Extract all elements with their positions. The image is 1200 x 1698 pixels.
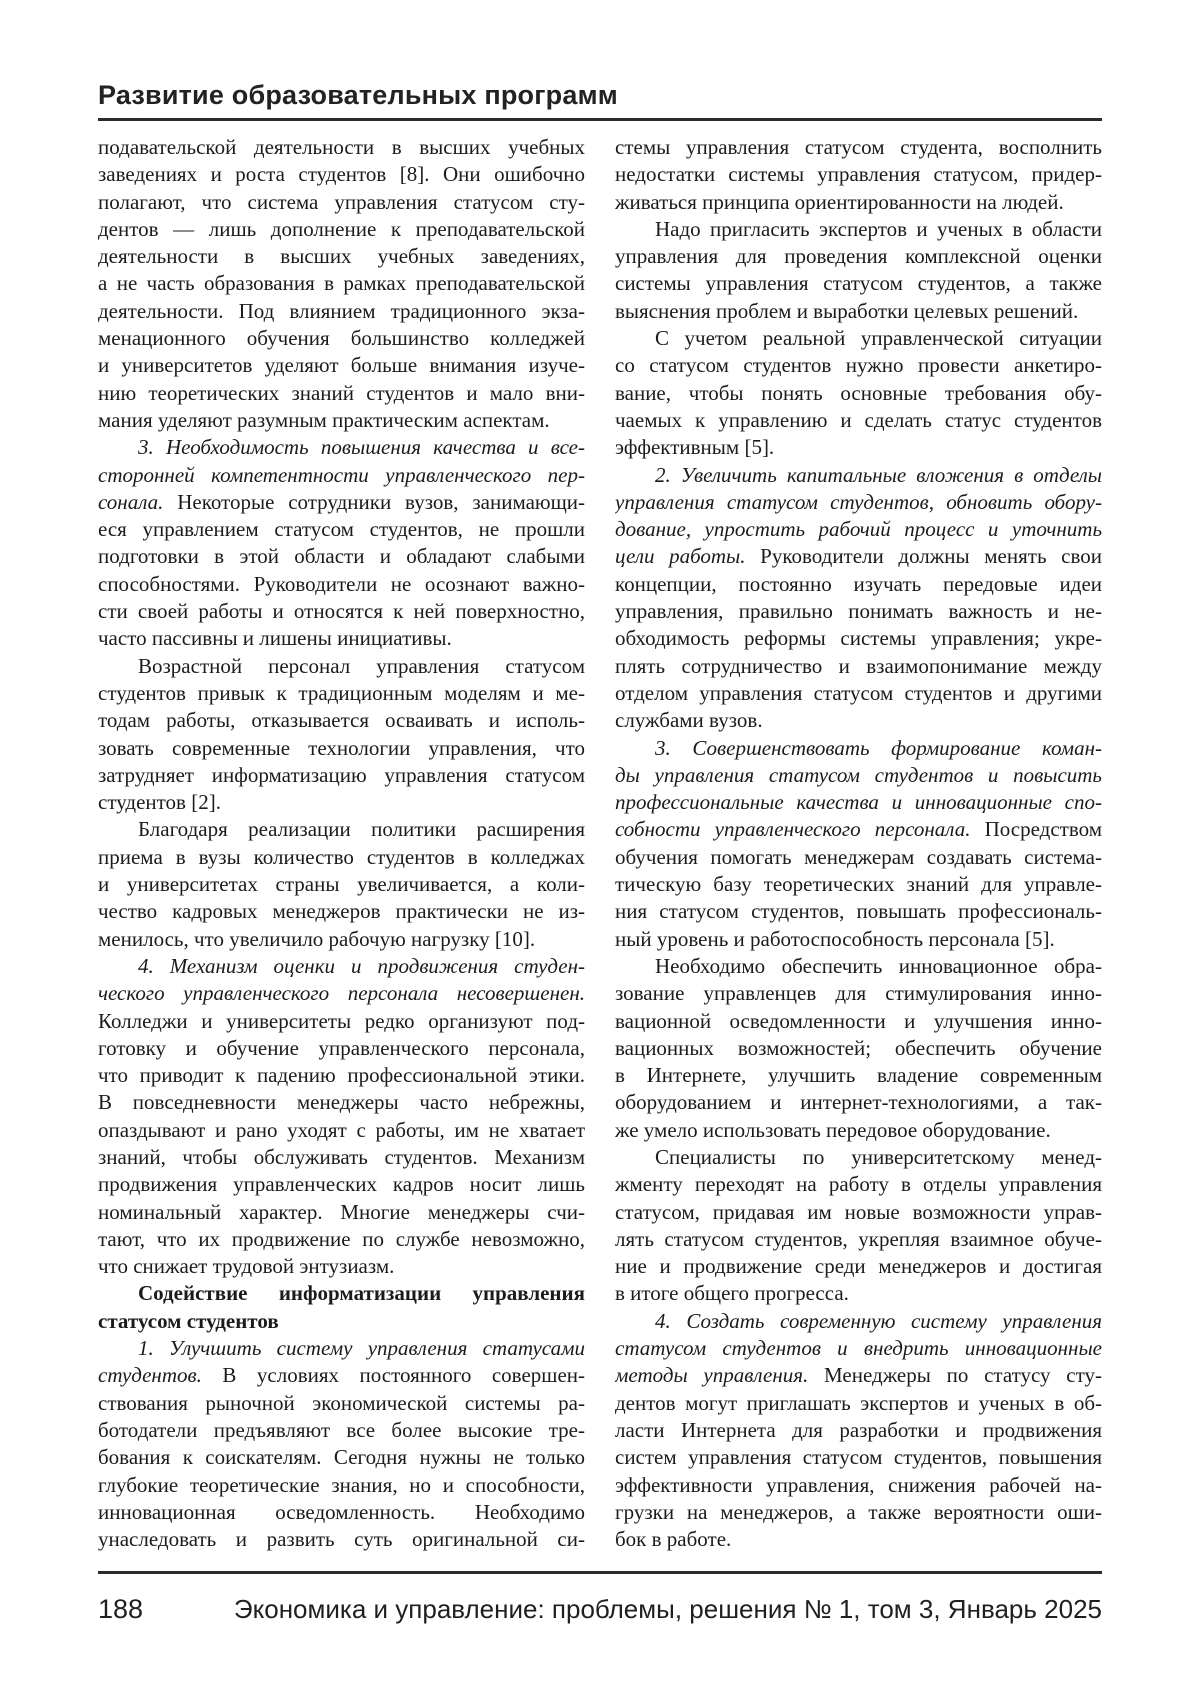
- text-line: [98, 270, 585, 297]
- text-line: [98, 735, 585, 762]
- text-line: [98, 1089, 585, 1116]
- text-run: С учетом реальной управленческой ситуации: [655, 326, 1102, 351]
- text-line: [98, 953, 585, 980]
- text-run: стемы управления статусом студента, восполнить: [615, 135, 1102, 159]
- text-line: [98, 789, 585, 816]
- footer: [98, 1594, 1102, 1625]
- text-line: [615, 1417, 1102, 1444]
- text-line: [615, 407, 1102, 434]
- text-line: [98, 1144, 585, 1171]
- text-run: ный уровень и работоспособность персонала [5].: [615, 926, 1055, 951]
- text-line: [615, 1253, 1102, 1280]
- text-line: [98, 1199, 585, 1226]
- text-line: [615, 1280, 1102, 1307]
- text-line: [98, 1253, 585, 1280]
- text-line: [615, 434, 1102, 461]
- text-run: цели работы.: [615, 544, 746, 569]
- text-run: менилось, что увеличило рабочую нагрузку [10].: [98, 926, 536, 951]
- text-run: инновационная осведомленность. Необходимо: [98, 1499, 585, 1524]
- text-line: [98, 1390, 585, 1417]
- text-run: со статусом студентов нужно провести анкетиро-: [615, 353, 1102, 378]
- header-divider: [98, 118, 1102, 121]
- text-line: [98, 1117, 585, 1144]
- text-run: Необходимо обеспечить инновационное обра-: [655, 953, 1102, 978]
- text-run: тодам работы, отказывается осваивать и исполь-: [98, 708, 585, 733]
- text-line: [98, 325, 585, 352]
- text-line: [615, 1390, 1102, 1417]
- text-run: отделом управления статусом студентов и другими: [615, 680, 1102, 705]
- text-line: [615, 1335, 1102, 1362]
- text-line: [98, 1499, 585, 1526]
- text-line: [98, 707, 585, 734]
- text-line: [98, 1280, 585, 1307]
- text-run: Благодаря реализации политики расширения: [138, 817, 585, 842]
- text-run: статусом студентов: [98, 1308, 279, 1333]
- text-line: [615, 1499, 1102, 1526]
- text-run: эффективности управления, снижения рабочей на-: [615, 1472, 1102, 1497]
- text-run: управления для проведения комплексной оценки: [615, 244, 1102, 269]
- text-run: подготовки в этой области и обладают слабыми: [98, 544, 585, 569]
- text-line: [98, 1035, 585, 1062]
- text-line: [98, 1226, 585, 1253]
- text-line: [98, 653, 585, 680]
- page-title: Развитие образовательных программ: [98, 80, 618, 110]
- text-run: статусом, придавая им новые возможности управ-: [615, 1199, 1102, 1224]
- text-run: тическую базу теоретических знаний для управле-: [615, 872, 1102, 897]
- text-line: [615, 898, 1102, 925]
- text-run: грузки на менеджеров, а также вероятности оши-: [615, 1499, 1102, 1524]
- text-run: часто пассивны и лишены инициативы.: [98, 626, 452, 651]
- text-run: Специалисты по университетскому менед-: [655, 1144, 1102, 1169]
- text-run: ласти Интернета для разработки и продвижения: [615, 1417, 1102, 1442]
- text-run: студентов.: [98, 1363, 202, 1388]
- text-run: мания уделяют разумным практическим аспектам.: [98, 407, 550, 432]
- text-line: [615, 844, 1102, 871]
- text-line: [615, 1444, 1102, 1471]
- text-run: сти своей работы и относятся к ней поверхностно,: [98, 599, 585, 624]
- text-line: [98, 380, 585, 407]
- text-line: [98, 1062, 585, 1089]
- text-line: [98, 762, 585, 789]
- text-line: [98, 844, 585, 871]
- text-line: [615, 762, 1102, 789]
- text-line: [615, 352, 1102, 379]
- text-line: [615, 1008, 1102, 1035]
- text-line: [98, 161, 585, 188]
- text-run: 4. Механизм оценки и продвижения студен-: [138, 953, 585, 978]
- text-run: управления, правильно понимать важность и не-: [615, 599, 1102, 624]
- text-run: что снижает трудовой энтузиазм.: [98, 1254, 395, 1279]
- text-run: нию теоретических знаний студентов и мало вни-: [98, 380, 585, 405]
- text-line: [615, 1089, 1102, 1116]
- journal-title: Экономика и управление: проблемы, решения № 1, том 3, Январь 2025: [233, 1594, 1102, 1624]
- text-run: зовать современные технологии управления, что: [98, 735, 585, 760]
- right-column: [615, 134, 1102, 1553]
- text-line: [615, 1526, 1102, 1553]
- text-run: деятельности в высших учебных заведениях,: [98, 244, 585, 269]
- text-run: чество кадровых менеджеров практически не из-: [98, 899, 585, 924]
- text-line: [615, 1144, 1102, 1171]
- text-run: выяснения проблем и выработки целевых решений.: [615, 298, 1079, 323]
- text-run: подавательской деятельности в высших учебных: [98, 135, 585, 159]
- text-line: [615, 325, 1102, 352]
- text-run: обучения помогать менеджерам создавать система-: [615, 844, 1102, 869]
- text-line: [98, 434, 585, 461]
- text-run: В условиях постоянного совершен-: [201, 1363, 585, 1388]
- text-line: [615, 1117, 1102, 1144]
- text-line: [98, 489, 585, 516]
- text-run: методы управления.: [615, 1363, 809, 1388]
- text-run: а не часть образования в рамках преподавательской: [98, 271, 585, 296]
- text-run: вание, чтобы понять основные требования обу-: [615, 380, 1102, 405]
- text-line: [615, 953, 1102, 980]
- text-run: в итоге общего прогресса.: [615, 1281, 849, 1306]
- text-run: что приводит к падению профессиональной этики.: [98, 1063, 585, 1088]
- text-run: системы управления статусом студентов, а также: [615, 271, 1102, 296]
- text-line: [98, 680, 585, 707]
- text-run: 3. Необходимость повышения качества и все-: [138, 435, 585, 460]
- text-line: [98, 407, 585, 434]
- text-run: унаследовать и развить суть оригинальной си-: [98, 1527, 585, 1552]
- text-run: вационных возможностей; обеспечить обучение: [615, 1035, 1102, 1060]
- text-run: лять статусом студентов, укрепляя взаимное обуче-: [615, 1226, 1102, 1251]
- text-line: [615, 1472, 1102, 1499]
- text-run: в Интернете, улучшить владение современным: [615, 1063, 1102, 1088]
- text-run: Колледжи и университеты редко организуют под-: [98, 1008, 585, 1033]
- text-line: [615, 134, 1102, 161]
- text-run: и университетов уделяют больше внимания изуче-: [98, 353, 585, 378]
- text-line: [615, 516, 1102, 543]
- text-run: жменту переходят на работу в отделы управления: [615, 1172, 1102, 1197]
- text-run: Посредством: [970, 817, 1102, 842]
- text-line: [98, 543, 585, 570]
- text-line: [615, 816, 1102, 843]
- text-run: менационного обучения большинство колледжей: [98, 326, 585, 351]
- text-line: [98, 926, 585, 953]
- text-line: [615, 653, 1102, 680]
- text-line: [98, 625, 585, 652]
- text-run: В повседневности менеджеры часто небрежны,: [98, 1090, 585, 1115]
- text-line: [98, 189, 585, 216]
- text-line: [615, 625, 1102, 652]
- text-line: [615, 1308, 1102, 1335]
- text-run: Менеджеры по статусу сту-: [808, 1363, 1102, 1388]
- text-line: [615, 1171, 1102, 1198]
- text-line: [615, 707, 1102, 734]
- text-line: [615, 735, 1102, 762]
- text-run: еся управлением статусом студентов, не прошли: [98, 517, 585, 542]
- text-line: [98, 1526, 585, 1553]
- text-line: [98, 1008, 585, 1035]
- text-run: способностями. Руководители не осознают важно-: [98, 571, 585, 596]
- text-run: недостатки системы управления статусом, придер-: [615, 162, 1102, 187]
- text-line: [615, 462, 1102, 489]
- text-line: [615, 980, 1102, 1007]
- text-line: [98, 298, 585, 325]
- text-line: [98, 1444, 585, 1471]
- text-run: дентов — лишь дополнение к преподавательской: [98, 216, 585, 241]
- text-line: [98, 516, 585, 543]
- text-line: [615, 243, 1102, 270]
- text-run: сонала.: [98, 489, 164, 514]
- text-run: студентов [2].: [98, 790, 221, 815]
- text-line: [98, 1362, 585, 1389]
- text-line: [615, 216, 1102, 243]
- text-line: [98, 816, 585, 843]
- text-run: 4. Создать современную систему управления: [655, 1308, 1102, 1333]
- text-run: 1. Улучшить систему управления статусами: [138, 1336, 585, 1361]
- text-run: и университетах страны увеличивается, а коли-: [98, 872, 585, 897]
- text-line: [615, 1362, 1102, 1389]
- text-line: [615, 1035, 1102, 1062]
- text-run: номинальный характер. Многие менеджеры счи-: [98, 1199, 585, 1224]
- text-line: [98, 980, 585, 1007]
- text-run: сторонней компетентности управленческого пер-: [98, 462, 585, 487]
- text-line: [98, 571, 585, 598]
- text-run: Возрастной персонал управления статусом: [138, 653, 585, 678]
- text-run: статусом студентов и внедрить инновационные: [615, 1336, 1102, 1361]
- text-line: [615, 298, 1102, 325]
- text-line: [615, 189, 1102, 216]
- text-run: заведениях и роста студентов [8]. Они ошибочно: [98, 162, 585, 187]
- text-run: ние и продвижение среди менеджеров и достигая: [615, 1254, 1102, 1279]
- text-line: [615, 161, 1102, 188]
- text-run: эффективным [5].: [615, 435, 775, 460]
- text-run: ческого управленческого персонала несовершенен.: [98, 981, 585, 1006]
- text-run: службами вузов.: [615, 708, 763, 733]
- text-line: [98, 898, 585, 925]
- text-run: собности управленческого персонала.: [615, 817, 971, 842]
- text-line: [615, 489, 1102, 516]
- text-line: [615, 926, 1102, 953]
- text-run: концепции, постоянно изучать передовые идеи: [615, 571, 1102, 596]
- text-line: [98, 134, 585, 161]
- text-run: ствования рыночной экономической системы ра-: [98, 1390, 585, 1415]
- text-line: [98, 1417, 585, 1444]
- text-line: [98, 1472, 585, 1499]
- text-line: [615, 1226, 1102, 1253]
- text-line: [98, 462, 585, 489]
- text-run: ботодатели предъявляют все более высокие тре-: [98, 1417, 585, 1442]
- text-line: [615, 598, 1102, 625]
- text-run: профессиональные качества и инновационные спо-: [615, 790, 1102, 815]
- text-run: Надо пригласить экспертов и ученых в области: [655, 216, 1102, 241]
- text-run: опаздывают и рано уходят с работы, им не хватает: [98, 1117, 585, 1142]
- text-run: деятельности. Под влиянием традиционного экза-: [98, 298, 585, 323]
- page-number: 188: [98, 1594, 144, 1624]
- text-run: оборудованием и интернет-технологиями, а так-: [615, 1090, 1102, 1115]
- text-run: полагают, что система управления статусом сту-: [98, 189, 585, 214]
- text-run: плять сотрудничество и взаимопонимание между: [615, 653, 1102, 678]
- text-run: бования к соискателям. Сегодня нужны не только: [98, 1445, 585, 1470]
- text-line: [615, 543, 1102, 570]
- text-line: [98, 598, 585, 625]
- text-run: приема в вузы количество студентов в колледжах: [98, 844, 585, 869]
- text-line: [98, 216, 585, 243]
- text-line: [615, 1062, 1102, 1089]
- text-line: [615, 1199, 1102, 1226]
- text-line: [615, 871, 1102, 898]
- text-line: [615, 380, 1102, 407]
- left-column: [98, 134, 585, 1553]
- text-run: затрудняет информатизацию управления статусом: [98, 762, 585, 787]
- text-line: [98, 1171, 585, 1198]
- text-run: 2. Увеличить капитальные вложения в отделы: [655, 462, 1102, 487]
- text-run: обходимость реформы системы управления; укре-: [615, 626, 1102, 651]
- text-run: готовку и обучение управленческого персонала,: [98, 1035, 585, 1060]
- text-line: [98, 1335, 585, 1362]
- footer-divider: [98, 1571, 1102, 1574]
- text-run: вационной осведомленности и улучшения инно-: [615, 1008, 1102, 1033]
- text-run: Содействие информатизации управления: [138, 1281, 585, 1306]
- text-run: ды управления статусом студентов и повысить: [615, 762, 1102, 787]
- text-run: знаний, чтобы обслуживать студентов. Механизм: [98, 1144, 585, 1169]
- text-run: систем управления статусом студентов, повышения: [615, 1445, 1102, 1470]
- text-run: 3. Совершенствовать формирование коман-: [655, 735, 1102, 760]
- text-run: живаться принципа ориентированности на людей.: [615, 189, 1064, 214]
- text-run: Некоторые сотрудники вузов, занимающи-: [163, 489, 585, 514]
- text-run: дование, упростить рабочий процесс и уточнить: [615, 517, 1102, 542]
- text-run: студентов привык к традиционным моделям и ме-: [98, 680, 585, 705]
- text-run: Руководители должны менять свои: [745, 544, 1102, 569]
- text-run: управления статусом студентов, обновить обору-: [615, 489, 1102, 514]
- text-run: зование управленцев для стимулирования инно-: [615, 981, 1102, 1006]
- text-line: [615, 571, 1102, 598]
- text-line: [615, 680, 1102, 707]
- text-run: ния статусом студентов, повышать профессиональ-: [615, 899, 1102, 924]
- text-run: тают, что их продвижение по службе невозможно,: [98, 1226, 585, 1251]
- text-run: же умело использовать передовое оборудование.: [615, 1117, 1051, 1142]
- text-line: [98, 243, 585, 270]
- text-line: [98, 352, 585, 379]
- text-line: [98, 871, 585, 898]
- text-run: дентов могут приглашать экспертов и ученых в об-: [615, 1390, 1102, 1415]
- text-run: чаемых к управлению и сделать статус студентов: [615, 407, 1102, 432]
- text-line: [615, 270, 1102, 297]
- text-line: [615, 789, 1102, 816]
- text-run: продвижения управленческих кадров носит лишь: [98, 1172, 585, 1197]
- text-run: бок в работе.: [615, 1527, 732, 1552]
- text-line: [98, 1308, 585, 1335]
- text-run: глубокие теоретические знания, но и способности,: [98, 1472, 585, 1497]
